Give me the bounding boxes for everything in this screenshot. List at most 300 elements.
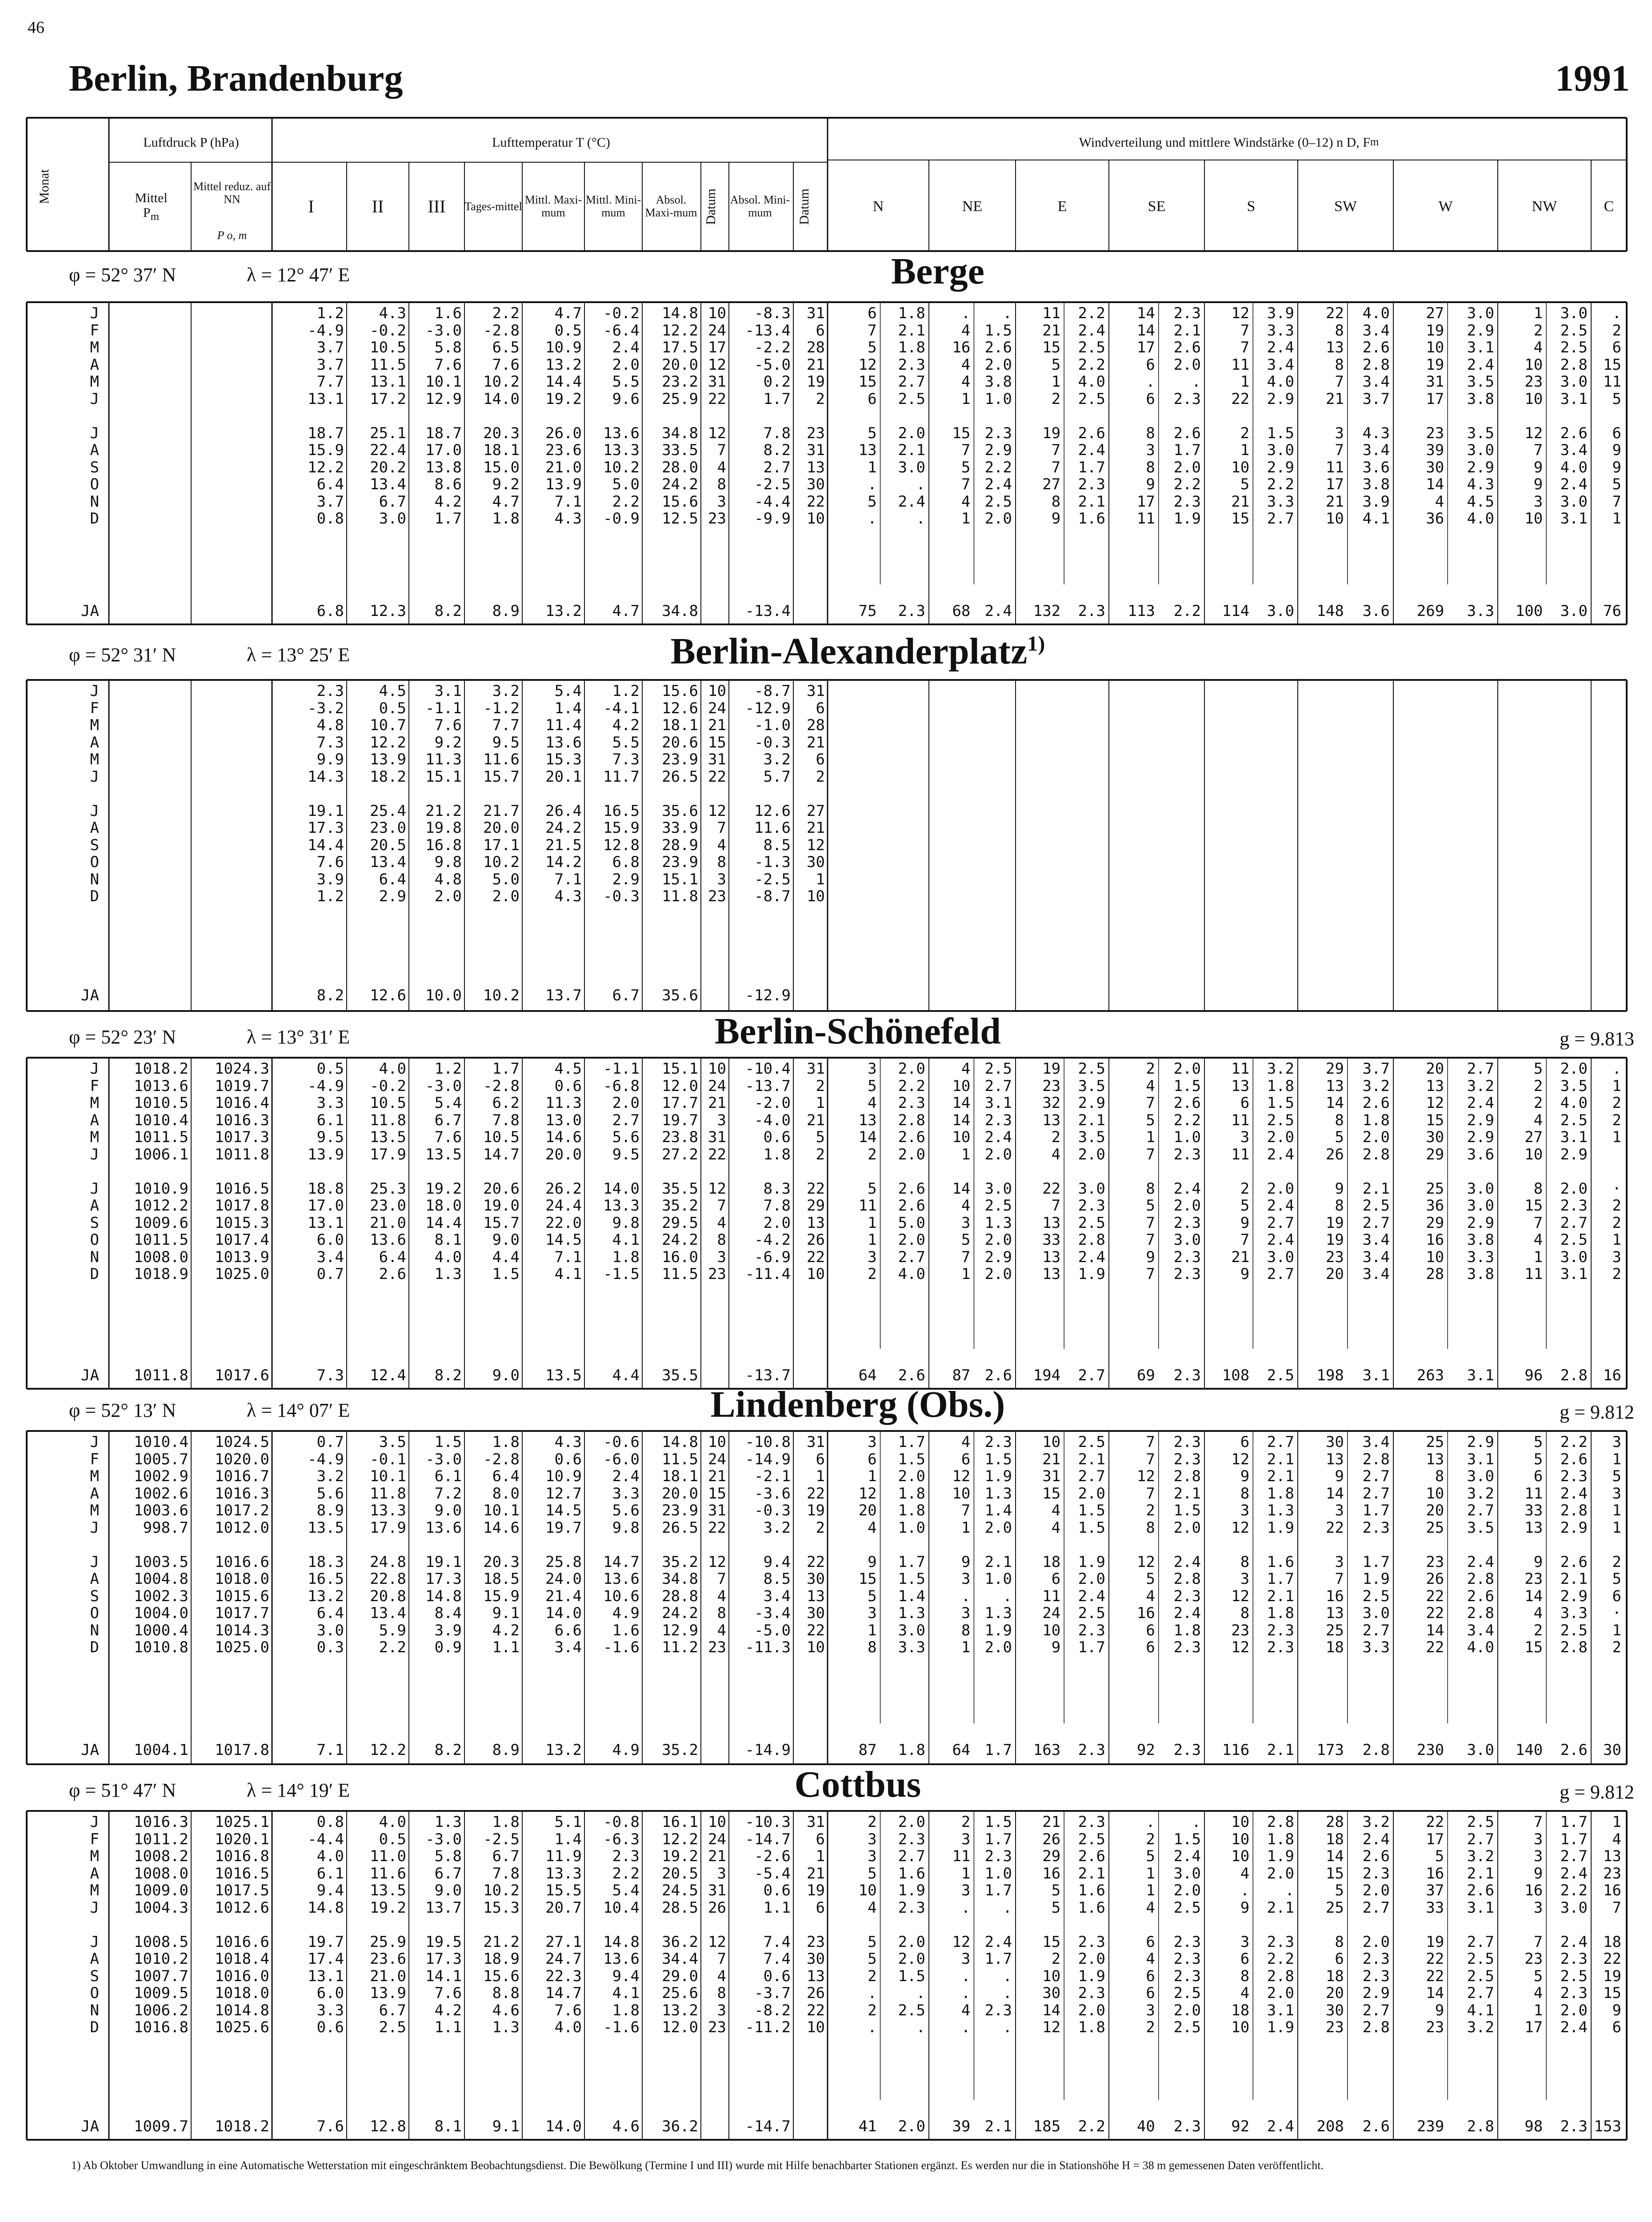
header-monat: Monat	[37, 169, 52, 204]
temp-abs-min-column: -10.3 -14.7 -2.6 -5.4 0.6 1.1 7.4 7.4 0.6 -3.7 -8.2 -11.2	[745, 1813, 791, 2036]
station-name	[891, 250, 984, 293]
wind-n-days: 3 5 4 13 14 2 5 11 1 1 3 2	[858, 1060, 877, 1283]
pressure-nn-column: 1024.3 1019.7 1016.4 1016.3 1017.3 1011.8 1016.5 1017.8 1015.3 1017.4 1013.9 1025.0	[215, 1060, 269, 1283]
annual-wind-n-force: 2.6	[898, 1367, 925, 1384]
wind-w-days: 25 13 8 10 20 25 23 26 22 22 14 22	[1426, 1433, 1444, 1656]
header-po: P o, m	[217, 228, 247, 242]
annual-wind-n-days: 75	[858, 602, 877, 620]
temp-mean-min-column: 1.2 -4.1 4.2 5.5 7.3 11.7 16.5 15.9 12.8 6.8 2.9 -0.3	[603, 682, 640, 905]
annual-calm: 16	[1603, 1367, 1621, 1384]
annual-pressure-nn: 1017.6	[215, 1367, 269, 1384]
header-wind-se: SE	[1148, 198, 1166, 215]
footnote: 1) Ab Oktober Umwandlung in eine Automatische Wetterstation mit eingeschränktem Beobachtungsdienst. Die Bewölkung (Termine I und III) wurde mit Hilfe benachbarter Stationen ergänzt. Es werden nur die in Stationshöhe H = 38 m gemessenen Daten veröffentlicht.	[71, 2159, 1324, 2172]
wind-w-days: 27 19 10 19 31 17 23 39 30 14 4 36	[1426, 304, 1444, 528]
wind-s-force: 3.2 1.8 1.5 2.5 2.0 2.4 2.0 2.4 2.7 2.4 3.0 2.7	[1267, 1060, 1294, 1283]
annual-temp-abs-min: -14.7	[745, 2118, 791, 2135]
header-t1: I	[308, 196, 314, 216]
header-pm-sub: m	[150, 210, 160, 223]
month-column: J F M A M J J A S O N D	[90, 682, 99, 905]
annual-temp-mean-max: 14.0	[545, 2118, 582, 2135]
temp-mean-min-column: -0.8 -6.3 2.3 2.2 5.4 10.4 14.8 13.6 9.4 4.1 1.8 -1.6	[603, 1813, 640, 2036]
wind-nw-force: 1.7 1.7 2.7 2.4 2.2 3.0 2.4 2.3 2.5 2.3 2.0 2.4	[1560, 1813, 1588, 2036]
annual-wind-n-days: 41	[858, 2118, 877, 2135]
temp-ii-column: 4.3 -0.2 10.5 11.5 13.1 17.2 25.1 22.4 20.2 13.4 6.7 3.0	[370, 304, 406, 528]
annual-temp-mean: 8.9	[492, 1741, 520, 1759]
header-mittl-min: Mittl. Mini-mum	[585, 193, 641, 219]
annual-wind-se-days: 40	[1136, 2118, 1155, 2135]
annual-wind-nw-force: 2.3	[1560, 2118, 1588, 2135]
annual-label: JA	[81, 987, 99, 1004]
annual-wind-n-days: 87	[858, 1741, 877, 1759]
wind-se-days: . 2 5 1 1 4 6 4 6 6 3 2	[1146, 1813, 1155, 2036]
temp-abs-max-column: 15.6 12.6 18.1 20.6 23.9 26.5 35.6 33.9 28.9 23.9 15.1 11.8	[662, 682, 698, 905]
wind-s-days: 12 7 7 11 1 22 2 1 10 5 21 15	[1231, 304, 1250, 528]
annual-wind-se-force: 2.2	[1173, 602, 1201, 620]
calm-column: . 1 2 2 1 · 2 2 1 3 2	[1612, 1060, 1621, 1283]
temp-ii-column: 4.0 -0.2 10.5 11.8 13.5 17.9 25.3 23.0 21.0 13.6 6.4 2.6	[370, 1060, 406, 1283]
wind-n-days: 2 3 3 5 10 4 5 5 2 . 2 .	[858, 1813, 877, 2036]
annual-wind-e-force: 2.3	[1078, 602, 1105, 620]
pressure-column: 1018.2 1013.6 1010.5 1010.4 1011.5 1006.1 1010.9 1012.2 1009.6 1011.5 1008.0 1018.9	[134, 1060, 188, 1283]
station-name-text: Lindenberg (Obs.)	[710, 1384, 1005, 1425]
pressure-nn-column: 1025.1 1020.1 1016.8 1016.5 1017.5 1012.6 1016.6 1018.4 1016.0 1018.0 1014.8 1025.6	[215, 1813, 269, 2036]
wind-s-force: 2.8 1.8 1.9 2.0 . 2.1 2.3 2.2 2.8 2.0 3.1 1.9	[1267, 1813, 1294, 2036]
annual-wind-ne-force: 2.6	[984, 1367, 1012, 1384]
date-max-column: 10 24 21 15 31 22 12 7 4 8 4 23	[708, 1433, 726, 1656]
annual-label: JA	[81, 1367, 99, 1384]
temp-abs-min-column: -10.4 -13.7 -2.0 -4.0 0.6 1.8 8.3 7.8 2.0 -4.2 -6.9 -11.4	[745, 1060, 791, 1283]
header-datum-min: Datum	[797, 188, 812, 225]
footnote-ref: 1)	[1027, 632, 1045, 655]
annual-wind-e-force: 2.2	[1078, 2118, 1105, 2135]
annual-temp-iii: 8.2	[434, 1741, 462, 1759]
annual-pressure: 1011.8	[134, 1367, 188, 1384]
annual-wind-n-force: 1.8	[898, 1741, 925, 1759]
annual-wind-se-days: 113	[1128, 602, 1155, 620]
wind-nw-force: 2.2 2.6 2.3 2.4 2.8 2.9 2.6 2.1 2.9 3.3 2.5 2.8	[1560, 1433, 1588, 1656]
station-name	[795, 1763, 921, 1806]
annual-wind-e-days: 185	[1033, 2118, 1061, 2135]
header-wind-e: E	[1057, 198, 1067, 215]
station-phi: φ = 52° 37′ N	[69, 264, 176, 286]
date-max-column: 10 24 21 15 31 22 12 7 4 8 3 23	[708, 682, 726, 905]
annual-wind-nw-force: 3.0	[1560, 602, 1588, 620]
pressure-column: 1010.4 1005.7 1002.9 1002.6 1003.6 998.7 1003.5 1004.8 1002.3 1004.0 1000.4 1010.8	[134, 1433, 188, 1656]
date-min-column: 31 6 28 21 19 2 23 31 13 30 22 10	[807, 304, 825, 528]
annual-wind-s-days: 108	[1222, 1367, 1250, 1384]
wind-e-days: 11 21 15 5 1 2 19 7 7 27 8 9	[1042, 304, 1061, 528]
temp-mean-max-column: 4.5 0.6 11.3 13.0 14.6 20.0 26.2 24.4 22.0 14.5 7.1 4.1	[545, 1060, 582, 1283]
annual-temp-mean-min: 4.7	[612, 602, 640, 620]
gravity-value: g = 9.812	[1560, 1781, 1634, 1803]
annual-temp-abs-max: 35.2	[662, 1741, 698, 1759]
annual-label: JA	[81, 602, 99, 620]
annual-temp-iii: 10.0	[425, 987, 462, 1004]
annual-wind-ne-days: 64	[952, 1741, 971, 1759]
annual-wind-n-days: 64	[858, 1367, 877, 1384]
temp-mean-max-column: 5.1 1.4 11.9 13.3 15.5 20.7 27.1 24.7 22.3 14.7 7.6 4.0	[545, 1813, 582, 2036]
wind-s-force: 2.7 2.1 2.1 1.8 1.3 1.9 1.6 1.7 2.1 1.8 2.3 2.3	[1267, 1433, 1294, 1656]
wind-se-force: 2.0 1.5 2.6 2.2 1.0 2.3 2.4 2.0 2.3 3.0 2.3 2.3	[1173, 1060, 1201, 1283]
station-phi: φ = 52° 23′ N	[69, 1026, 176, 1048]
annual-temp-mean-max: 13.2	[545, 1741, 582, 1759]
annual-temp-i: 8.2	[316, 987, 344, 1004]
date-min-column: 31 6 1 21 19 6 23 30 13 26 22 10	[807, 1813, 825, 2036]
temp-iii-column: 1.5 -3.0 6.1 7.2 9.0 13.6 19.1 17.3 14.8 8.4 3.9 0.9	[425, 1433, 462, 1656]
annual-calm: 153	[1594, 2118, 1621, 2135]
temp-i-column: 0.5 -4.9 3.3 6.1 9.5 13.9 18.8 17.0 13.1 6.0 3.4 0.7	[308, 1060, 344, 1283]
temp-mean-max-column: 4.3 0.6 10.9 12.7 14.5 19.7 25.8 24.0 21.4 14.0 6.6 3.4	[545, 1433, 582, 1656]
annual-temp-abs-max: 35.6	[662, 987, 698, 1004]
annual-wind-nw-days: 140	[1515, 1741, 1543, 1759]
annual-wind-s-force: 2.4	[1267, 2118, 1294, 2135]
temp-daily-mean-column: 1.7 -2.8 6.2 7.8 10.5 14.7 20.6 19.0 15.7 9.0 4.4 1.5	[483, 1060, 520, 1283]
annual-temp-iii: 8.2	[434, 1367, 462, 1384]
annual-wind-ne-days: 39	[952, 2118, 971, 2135]
annual-wind-n-force: 2.3	[898, 602, 925, 620]
wind-n-force: 2.0 2.2 2.3 2.8 2.6 2.0 2.6 2.6 5.0 2.0 2.7 4.0	[898, 1060, 925, 1283]
header-mittel-label: Mittel	[135, 190, 168, 205]
pressure-nn-column: 1024.5 1020.0 1016.7 1016.3 1017.2 1012.0 1016.6 1018.0 1015.6 1017.7 1014.3 1025.0	[215, 1433, 269, 1656]
annual-temp-i: 7.1	[316, 1741, 344, 1759]
temp-mean-max-column: 5.4 1.4 11.4 13.6 15.3 20.1 26.4 24.2 21.5 14.2 7.1 4.3	[545, 682, 582, 905]
annual-temp-mean: 9.1	[492, 2118, 520, 2135]
gravity-value: g = 9.812	[1560, 1401, 1634, 1423]
temp-abs-max-column: 16.1 12.2 19.2 20.5 24.5 28.5 36.2 34.4 29.0 25.6 13.2 12.0	[662, 1813, 698, 2036]
wind-e-force: 2.5 3.5 2.9 2.1 3.5 2.0 3.0 2.3 2.5 2.8 2.4 1.9	[1078, 1060, 1105, 1283]
station-phi: φ = 52° 31′ N	[69, 644, 176, 666]
annual-wind-sw-days: 148	[1316, 602, 1344, 620]
station-name	[711, 1383, 1005, 1426]
annual-temp-ii: 12.2	[370, 1741, 406, 1759]
header-absol-max: Absol. Maxi-mum	[645, 193, 697, 219]
wind-e-days: 19 23 32 13 2 4 22 7 13 33 13 13	[1042, 1060, 1061, 1283]
temp-i-column: 0.7 -4.9 3.2 5.6 8.9 13.5 18.3 16.5 13.2 6.4 3.0 0.3	[308, 1433, 344, 1656]
annual-wind-w-days: 230	[1416, 1741, 1444, 1759]
station-name	[671, 630, 1045, 673]
wind-nw-days: 1 2 4 10 23 10 12 7 9 9 3 10	[1524, 304, 1543, 528]
wind-ne-force: 2.5 2.7 3.1 2.3 2.4 2.0 3.0 2.5 1.3 2.0 2.9 2.0	[984, 1060, 1012, 1283]
wind-s-days: 11 13 6 11 3 11 2 5 9 7 21 9	[1231, 1060, 1250, 1283]
annual-temp-mean-min: 6.7	[612, 987, 640, 1004]
annual-wind-nw-force: 2.6	[1560, 1741, 1588, 1759]
temp-ii-column: 4.0 0.5 11.0 11.6 13.5 19.2 25.9 23.6 21.0 13.9 6.7 2.5	[370, 1813, 406, 2036]
wind-ne-force: 2.3 1.5 1.9 1.3 1.4 2.0 2.1 1.0 . 1.3 1.9 2.0	[984, 1433, 1012, 1656]
annual-wind-s-force: 2.1	[1267, 1741, 1294, 1759]
annual-wind-w-force: 3.3	[1467, 602, 1494, 620]
annual-temp-abs-min: -13.7	[745, 1367, 791, 1384]
annual-calm: 30	[1603, 1741, 1621, 1759]
annual-wind-nw-days: 100	[1515, 602, 1543, 620]
annual-wind-s-days: 116	[1222, 1741, 1250, 1759]
wind-ne-days: . 4 16 4 4 1 15 7 5 7 4 1	[952, 304, 971, 528]
region-title: Berlin, Brandenburg	[69, 58, 403, 99]
header-mittl-max: Mittl. Maxi-mum	[524, 193, 582, 219]
header-pm	[143, 205, 159, 223]
annual-temp-abs-max: 34.8	[662, 602, 698, 620]
annual-wind-se-days: 92	[1136, 1741, 1155, 1759]
station-name-text: Berge	[891, 251, 984, 292]
header-tagesmittel: Tages-mittel	[464, 200, 522, 213]
temp-iii-column: 1.3 -3.0 5.8 6.7 9.0 13.7 19.5 17.3 14.1 7.6 4.2 1.1	[425, 1813, 462, 2036]
header-wind-sw: SW	[1334, 198, 1357, 215]
annual-temp-mean-min: 4.4	[612, 1367, 640, 1384]
annual-temp-abs-min: -13.4	[745, 602, 791, 620]
station-lambda: λ = 14° 07′ E	[247, 1399, 350, 1421]
wind-se-days: 7 7 12 7 2 8 12 5 4 16 6 6	[1136, 1433, 1155, 1656]
header-mittel	[111, 162, 191, 251]
month-column: J F M A M J J A S O N D	[90, 1433, 99, 1656]
annual-wind-s-days: 114	[1222, 602, 1250, 620]
month-column: J F M A M J J A S O N D	[90, 1813, 99, 2036]
wind-e-days: 10 21 31 15 4 4 18 6 11 24 10 9	[1042, 1433, 1061, 1656]
annual-temp-abs-max: 35.5	[662, 1367, 698, 1384]
wind-w-force: 2.5 2.7 3.2 2.1 2.6 3.1 2.7 2.5 2.5 2.7 4.1 3.2	[1467, 1813, 1494, 2036]
temp-iii-column: 1.6 -3.0 5.8 7.6 10.1 12.9 18.7 17.0 13.8 8.6 4.2 1.7	[425, 304, 462, 528]
annual-temp-mean-max: 13.7	[545, 987, 582, 1004]
calm-column: . 2 6 15 11 5 6 9 9 5 7 1	[1603, 304, 1621, 528]
temp-daily-mean-column: 3.2 -1.2 7.7 9.5 11.6 15.7 21.7 20.0 17.1 10.2 5.0 2.0	[483, 682, 520, 905]
annual-temp-abs-min: -12.9	[745, 987, 791, 1004]
station-name	[715, 1010, 1001, 1053]
annual-wind-sw-force: 3.1	[1362, 1367, 1390, 1384]
wind-sw-days: 29 13 14 8 5 26 9 8 19 19 23 20	[1325, 1060, 1344, 1283]
annual-label: JA	[81, 1741, 99, 1759]
header-wind-s: S	[1247, 198, 1256, 215]
annual-temp-iii: 8.1	[434, 2118, 462, 2135]
header-wind-sub: m	[1370, 136, 1379, 148]
annual-temp-mean-min: 4.9	[612, 1741, 640, 1759]
annual-wind-nw-days: 98	[1524, 2118, 1543, 2135]
date-max-column: 10 24 17 12 31 22 12 7 4 8 3 23	[708, 304, 726, 528]
date-min-column: 31 6 28 21 6 2 27 21 12 30 1 10	[807, 682, 825, 905]
temp-abs-min-column: -8.3 -13.4 -2.2 -5.0 0.2 1.7 7.8 8.2 2.7 -2.5 -4.4 -9.9	[745, 304, 791, 528]
wind-ne-days: 4 6 12 10 7 1 9 3 . 3 8 1	[952, 1433, 971, 1656]
annual-wind-ne-force: 1.7	[984, 1741, 1012, 1759]
wind-sw-force: 3.2 2.4 2.6 2.3 2.0 2.7 2.0 2.3 2.3 2.9 2.7 2.8	[1362, 1813, 1390, 2036]
annual-wind-s-force: 2.5	[1267, 1367, 1294, 1384]
temp-daily-mean-column: 1.8 -2.8 6.4 8.0 10.1 14.6 20.3 18.5 15.9 9.1 4.2 1.1	[483, 1433, 520, 1656]
wind-nw-days: 5 2 2 4 27 10 8 15 7 4 1 11	[1524, 1060, 1543, 1283]
calm-column: 3 1 5 3 1 1 2 5 6 · 1 2	[1612, 1433, 1621, 1656]
wind-nw-days: 7 3 3 9 16 3 7 23 5 4 1 17	[1524, 1813, 1543, 2036]
station-name-text: Berlin-Schönefeld	[715, 1011, 1001, 1052]
wind-e-force: 2.2 2.4 2.5 2.2 4.0 2.5 2.6 2.4 1.7 2.3 2.1 1.6	[1078, 304, 1105, 528]
annual-temp-mean-max: 13.2	[545, 602, 582, 620]
wind-w-force: 2.9 3.1 3.0 3.2 2.7 3.5 2.4 2.8 2.6 2.8 3.4 4.0	[1467, 1433, 1494, 1656]
wind-s-days: 6 12 9 8 3 12 8 3 12 8 23 12	[1231, 1433, 1250, 1656]
wind-s-force: 3.9 3.3 2.4 3.4 4.0 2.9 1.5 3.0 2.9 2.2 3.3 2.7	[1267, 304, 1294, 528]
wind-sw-days: 28 18 14 15 5 25 8 6 18 20 30 23	[1325, 1813, 1344, 2036]
annual-wind-ne-force: 2.1	[984, 2118, 1012, 2135]
wind-nw-days: 5 5 6 11 33 13 9 23 14 4 2 15	[1524, 1433, 1543, 1656]
annual-wind-sw-force: 2.8	[1362, 1741, 1390, 1759]
annual-temp-ii: 12.8	[370, 2118, 406, 2135]
annual-temp-mean-max: 13.5	[545, 1367, 582, 1384]
annual-temp-abs-max: 36.2	[662, 2118, 698, 2135]
station-name-text: Berlin-Alexanderplatz	[670, 631, 1028, 672]
station-lambda: λ = 13° 31′ E	[247, 1026, 350, 1048]
annual-wind-sw-days: 173	[1316, 1741, 1344, 1759]
annual-temp-mean-min: 4.6	[612, 2118, 640, 2135]
wind-ne-force: . 1.5 2.6 2.0 3.8 1.0 2.3 2.9 2.2 2.4 2.5 2.0	[984, 304, 1012, 528]
wind-se-force: . 1.5 2.4 3.0 2.0 2.5 2.3 2.3 2.3 2.5 2.0 2.5	[1173, 1813, 1201, 2036]
wind-nw-force: 3.0 2.5 2.5 2.8 3.0 3.1 2.6 3.4 4.0 2.4 3.0 3.1	[1560, 304, 1588, 528]
station-lambda: λ = 12° 47′ E	[247, 264, 350, 286]
annual-pressure: 1009.7	[134, 2118, 188, 2135]
annual-wind-nw-days: 96	[1524, 1367, 1543, 1384]
annual-temp-iii: 8.2	[434, 602, 462, 620]
annual-wind-sw-days: 208	[1316, 2118, 1344, 2135]
wind-se-days: 14 14 17 6 . 6 8 3 8 9 17 11	[1136, 304, 1155, 528]
wind-ne-force: 1.5 1.7 2.3 1.0 1.7 . 2.4 1.7 . . 2.3 .	[984, 1813, 1012, 2036]
wind-e-force: 2.3 2.5 2.6 2.1 1.6 1.6 2.3 2.0 1.9 2.3 2.0 1.8	[1078, 1813, 1105, 2036]
temp-mean-min-column: -0.6 -6.0 2.4 3.3 5.6 9.8 14.7 13.6 10.6 4.9 1.6 -1.6	[603, 1433, 640, 1656]
annual-wind-e-force: 2.7	[1078, 1367, 1105, 1384]
header-luftdruck: Luftdruck P (hPa)	[143, 135, 239, 150]
annual-wind-ne-days: 68	[952, 602, 971, 620]
wind-w-force: 2.7 3.2 2.4 2.9 2.9 3.6 3.0 3.0 2.9 3.8 3.3 3.8	[1467, 1060, 1494, 1283]
annual-wind-s-force: 3.0	[1267, 602, 1294, 620]
annual-wind-nw-force: 2.8	[1560, 1367, 1588, 1384]
wind-s-days: 10 10 10 4 . 9 3 6 8 4 18 10	[1231, 1813, 1250, 2036]
wind-w-force: 3.0 2.9 3.1 2.4 3.5 3.8 3.5 3.0 2.9 4.3 4.5 4.0	[1467, 304, 1494, 528]
annual-temp-mean: 9.0	[492, 1367, 520, 1384]
wind-w-days: 22 17 5 16 37 33 19 22 22 14 9 23	[1426, 1813, 1444, 2036]
temp-daily-mean-column: 2.2 -2.8 6.5 7.6 10.2 14.0 20.3 18.1 15.0 9.2 4.7 1.8	[483, 304, 520, 528]
annual-wind-w-days: 269	[1416, 602, 1444, 620]
temp-mean-min-column: -1.1 -6.8 2.0 2.7 5.6 9.5 14.0 13.3 9.8 4.1 1.8 -1.5	[603, 1060, 640, 1283]
annual-temp-mean: 10.2	[483, 987, 520, 1004]
wind-sw-force: 4.0 3.4 2.6 2.8 3.4 3.7 4.3 3.4 3.6 3.8 3.9 4.1	[1362, 304, 1390, 528]
wind-se-force: 2.3 2.1 2.6 2.0 . 2.3 2.6 1.7 2.0 2.2 2.3 1.9	[1173, 304, 1201, 528]
header-wind-n: N	[872, 198, 884, 215]
wind-w-days: 20 13 12 15 30 29 25 36 29 16 10 28	[1426, 1060, 1444, 1283]
pressure-column: 1016.3 1011.2 1008.2 1008.0 1009.0 1004.3 1008.5 1010.2 1007.7 1009.5 1006.2 1016.8	[134, 1813, 188, 2036]
annual-wind-se-force: 2.3	[1173, 1367, 1201, 1384]
gravity-value: g = 9.813	[1560, 1028, 1634, 1050]
station-name-text: Cottbus	[794, 1764, 921, 1805]
wind-e-force: 2.5 2.1 2.7 2.0 1.5 1.5 1.9 2.0 2.4 2.5 2.3 1.7	[1078, 1433, 1105, 1656]
temp-i-column: 2.3 -3.2 4.8 7.3 9.9 14.3 19.1 17.3 14.4 7.6 3.9 1.2	[308, 682, 344, 905]
annual-temp-i: 6.8	[316, 602, 344, 620]
annual-temp-ii: 12.3	[370, 602, 406, 620]
annual-wind-w-force: 3.0	[1467, 1741, 1494, 1759]
wind-n-force: 1.8 2.1 1.8 2.3 2.7 2.5 2.0 2.1 3.0 . 2.4 .	[898, 304, 925, 528]
annual-label: JA	[81, 2118, 99, 2135]
annual-wind-w-force: 3.1	[1467, 1367, 1494, 1384]
date-max-column: 10 24 21 3 31 26 12 7 4 8 3 23	[708, 1813, 726, 2036]
wind-n-force: 2.0 2.3 2.7 1.6 1.9 2.3 2.0 2.0 1.5 . 2.5 .	[898, 1813, 925, 2036]
wind-sw-force: 3.7 3.2 2.6 1.8 2.0 2.8 2.1 2.5 2.7 3.4 3.4 3.4	[1362, 1060, 1390, 1283]
annual-wind-e-days: 163	[1033, 1741, 1061, 1759]
annual-calm: 76	[1603, 602, 1621, 620]
annual-temp-i: 7.6	[316, 2118, 344, 2135]
temp-mean-min-column: -0.2 -6.4 2.4 2.0 5.5 9.6 13.6 13.3 10.2 5.0 2.2 -0.9	[603, 304, 640, 528]
temp-daily-mean-column: 1.8 -2.5 6.7 7.8 10.2 15.3 21.2 18.9 15.6 8.8 4.6 1.3	[483, 1813, 520, 2036]
wind-n-force: 1.7 1.5 2.0 1.8 1.8 1.0 1.7 1.5 1.4 1.3 3.0 3.3	[898, 1433, 925, 1656]
annual-wind-sw-force: 2.6	[1362, 2118, 1390, 2135]
header-windverteilung	[829, 124, 1629, 160]
header-wind-w: W	[1438, 198, 1453, 215]
annual-temp-ii: 12.4	[370, 1367, 406, 1384]
temp-abs-min-column: -8.7 -12.9 -1.0 -0.3 3.2 5.7 12.6 11.6 8.5 -1.3 -2.5 -8.7	[745, 682, 791, 905]
month-column: J F M A M J J A S O N D	[90, 1060, 99, 1283]
station-phi: φ = 52° 13′ N	[69, 1399, 176, 1421]
annual-wind-e-days: 132	[1033, 602, 1061, 620]
header-mittel-reduz: Mittel reduz. auf NN	[193, 180, 271, 206]
temp-ii-column: 3.5 -0.1 10.1 11.8 13.3 17.9 24.8 22.8 20.8 13.4 5.9 2.2	[370, 1433, 406, 1656]
annual-temp-mean: 8.9	[492, 602, 520, 620]
annual-temp-abs-min: -14.9	[745, 1741, 791, 1759]
year-title: 1991	[1555, 58, 1630, 99]
station-phi: φ = 51° 47′ N	[69, 1779, 176, 1801]
wind-n-days: 3 6 1 12 20 4 9 15 5 3 1 8	[858, 1433, 877, 1656]
temp-abs-min-column: -10.8 -14.9 -2.1 -3.6 -0.3 3.2 9.4 8.5 3.4 -3.4 -5.0 -11.3	[745, 1433, 791, 1656]
annual-pressure: 1004.1	[134, 1741, 188, 1759]
annual-wind-se-days: 69	[1136, 1367, 1155, 1384]
annual-wind-sw-days: 198	[1316, 1367, 1344, 1384]
wind-sw-days: 30 13 9 14 3 22 3 7 16 13 25 18	[1325, 1433, 1344, 1656]
wind-e-days: 21 26 29 16 5 5 15 2 10 30 14 12	[1042, 1813, 1061, 2036]
header-t2: II	[372, 196, 384, 216]
temp-abs-max-column: 14.8 12.2 17.5 20.0 23.2 25.9 34.8 33.5 28.0 24.2 15.6 12.5	[662, 304, 698, 528]
header-t3: III	[428, 196, 446, 216]
calm-column: 1 4 13 23 16 7 18 22 19 15 9 6	[1603, 1813, 1621, 2036]
annual-wind-w-force: 2.8	[1467, 2118, 1494, 2135]
temp-abs-max-column: 14.8 11.5 18.1 20.0 23.9 26.5 35.2 34.8 28.8 24.2 12.9 11.2	[662, 1433, 698, 1656]
wind-sw-force: 3.4 2.8 2.7 2.7 1.7 2.3 1.7 1.9 2.5 3.0 2.7 3.3	[1362, 1433, 1390, 1656]
header-wind-nw: NW	[1532, 198, 1557, 215]
annual-wind-ne-days: 87	[952, 1367, 971, 1384]
temp-mean-max-column: 4.7 0.5 10.9 13.2 14.4 19.2 26.0 23.6 21.0 13.9 7.1 4.3	[545, 304, 582, 528]
annual-wind-sw-force: 3.6	[1362, 602, 1390, 620]
header-wind-c: C	[1604, 198, 1614, 215]
annual-wind-e-days: 194	[1033, 1367, 1061, 1384]
annual-wind-n-force: 2.0	[898, 2118, 925, 2135]
temp-abs-max-column: 15.1 12.0 17.7 19.7 23.8 27.2 35.5 35.2 29.5 24.2 16.0 11.5	[662, 1060, 698, 1283]
annual-temp-i: 7.3	[316, 1367, 344, 1384]
wind-ne-days: 2 3 11 1 3 . 12 3 . . 4 .	[952, 1813, 971, 2036]
temp-i-column: 0.8 -4.4 4.0 6.1 9.4 14.8 19.7 17.4 13.1 6.0 3.3 0.6	[308, 1813, 344, 2036]
temp-i-column: 1.2 -4.9 3.7 3.7 7.7 13.1 18.7 15.9 12.2 6.4 3.7 0.8	[308, 304, 344, 528]
annual-wind-ne-force: 2.4	[984, 602, 1012, 620]
month-column: J F M A M J J A S O N D	[90, 304, 99, 528]
header-datum-max: Datum	[704, 188, 718, 225]
date-min-column: 31 2 1 21 5 2 22 29 13 26 22 10	[807, 1060, 825, 1283]
wind-ne-days: 4 10 14 14 10 1 14 4 3 5 7 1	[952, 1060, 971, 1283]
annual-wind-w-days: 263	[1416, 1367, 1444, 1384]
wind-nw-force: 2.0 3.5 4.0 2.5 3.1 2.9 2.0 2.3 2.7 2.5 3.0 3.1	[1560, 1060, 1588, 1283]
temp-ii-column: 4.5 0.5 10.7 12.2 13.9 18.2 25.4 23.0 20.5 13.4 6.4 2.9	[370, 682, 406, 905]
annual-pressure-nn: 1017.8	[215, 1741, 269, 1759]
header-wind-text: Windverteilung und mittlere Windstärke (0–12) n D, F	[1079, 135, 1370, 150]
temp-iii-column: 1.2 -3.0 5.4 6.7 7.6 13.5 19.2 18.0 14.4 8.1 4.0 1.3	[425, 1060, 462, 1283]
annual-pressure-nn: 1018.2	[215, 2118, 269, 2135]
annual-wind-s-days: 92	[1231, 2118, 1250, 2135]
station-lambda: λ = 13° 25′ E	[247, 644, 350, 666]
header-absol-min: Absol. Mini-mum	[730, 193, 790, 219]
annual-wind-se-force: 2.3	[1173, 2118, 1201, 2135]
header-pm-text: P	[143, 205, 151, 220]
annual-wind-se-force: 2.3	[1173, 1741, 1201, 1759]
date-max-column: 10 24 21 3 31 22 12 7 4 8 3 23	[708, 1060, 726, 1283]
annual-wind-e-force: 2.3	[1078, 1741, 1105, 1759]
annual-temp-ii: 12.6	[370, 987, 406, 1004]
wind-se-force: 2.3 2.3 2.8 2.1 1.5 2.0 2.4 2.8 2.3 2.4 1.8 2.3	[1173, 1433, 1201, 1656]
annual-wind-w-days: 239	[1416, 2118, 1444, 2135]
wind-n-days: 6 7 5 12 15 6 5 13 1 . 5 .	[858, 304, 877, 528]
